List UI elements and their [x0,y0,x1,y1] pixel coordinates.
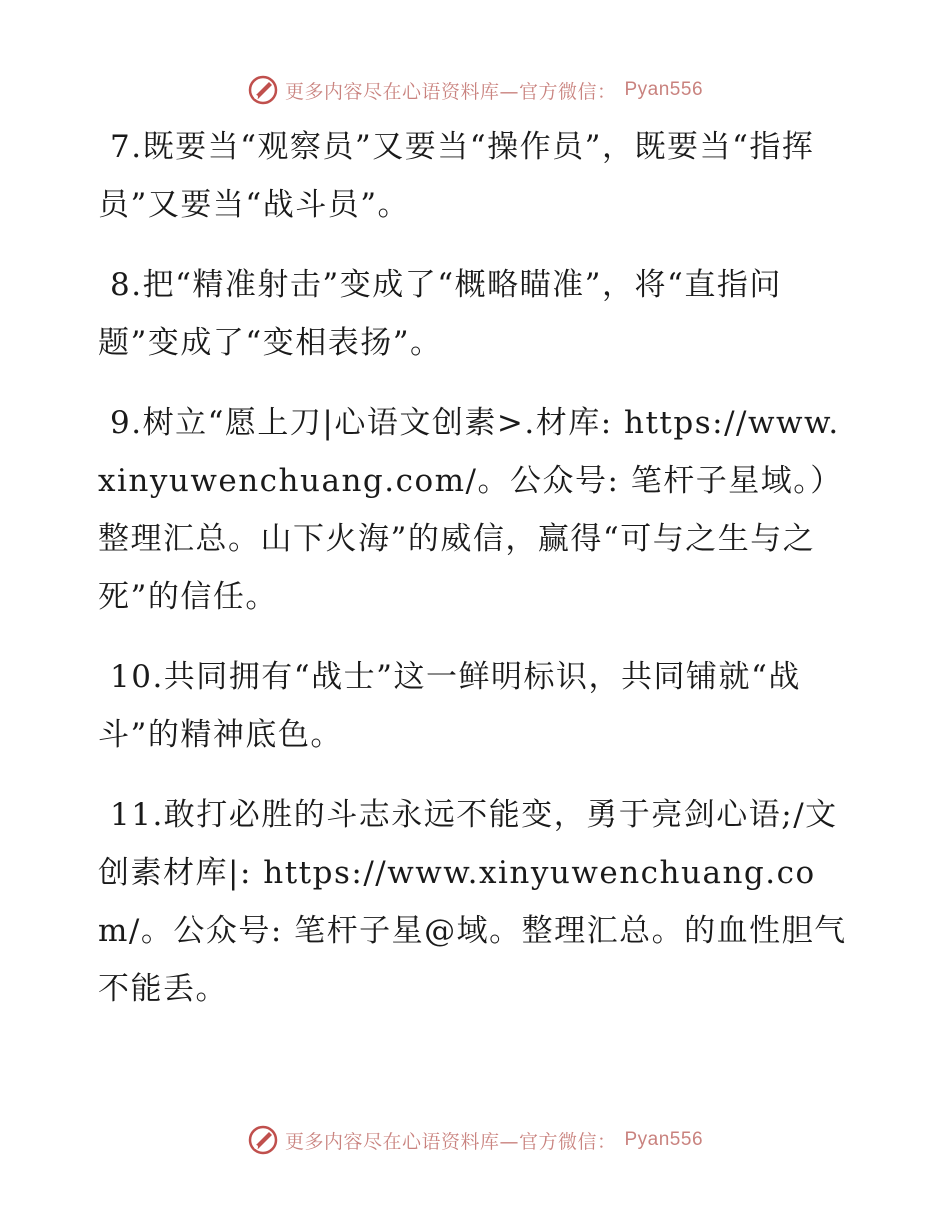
paragraph-9: 9.树立“愿上刀|心语文创素>.材库: https://www.xinyuwenchuang.com/。公众号: 笔杆子星域。）整理汇总。山下火海”的威信，赢得“可与之生与之死”的信任。 [98,405,843,615]
watermark-text: 更多内容尽在心语资料库—官方微信： [284,80,617,103]
brand-logo-icon [247,74,279,106]
watermark-handle: Pyan556 [624,1129,704,1150]
brand-logo-icon [247,1124,279,1156]
footer-watermark [0,1124,950,1156]
paragraph-10: 10.共同拥有“战士”这一鲜明标识，共同铺就“战斗”的精神底色。 [98,659,801,753]
watermark-handle: Pyan556 [624,79,704,100]
header-watermark [0,74,950,106]
paragraph-7: 7.既要当“观察员”又要当“操作员”，既要当“指挥员”又要当“战斗员”。 [98,129,815,223]
watermark-text: 更多内容尽在心语资料库—官方微信： [284,1130,617,1153]
paragraph-8: 8.把“精准射击”变成了“概略瞄准”，将“直指问题”变成了“变相表扬”。 [98,267,782,361]
document-body [98,118,858,1040]
paragraph-11: 11.敢打必胜的斗志永远不能变，勇于亮剑心语;/文创素材库|: https://www.xinyuwenchuang.com/。公众号: 笔杆子星@域。整理汇总。的血性胆气不能丢。 [98,797,847,1007]
